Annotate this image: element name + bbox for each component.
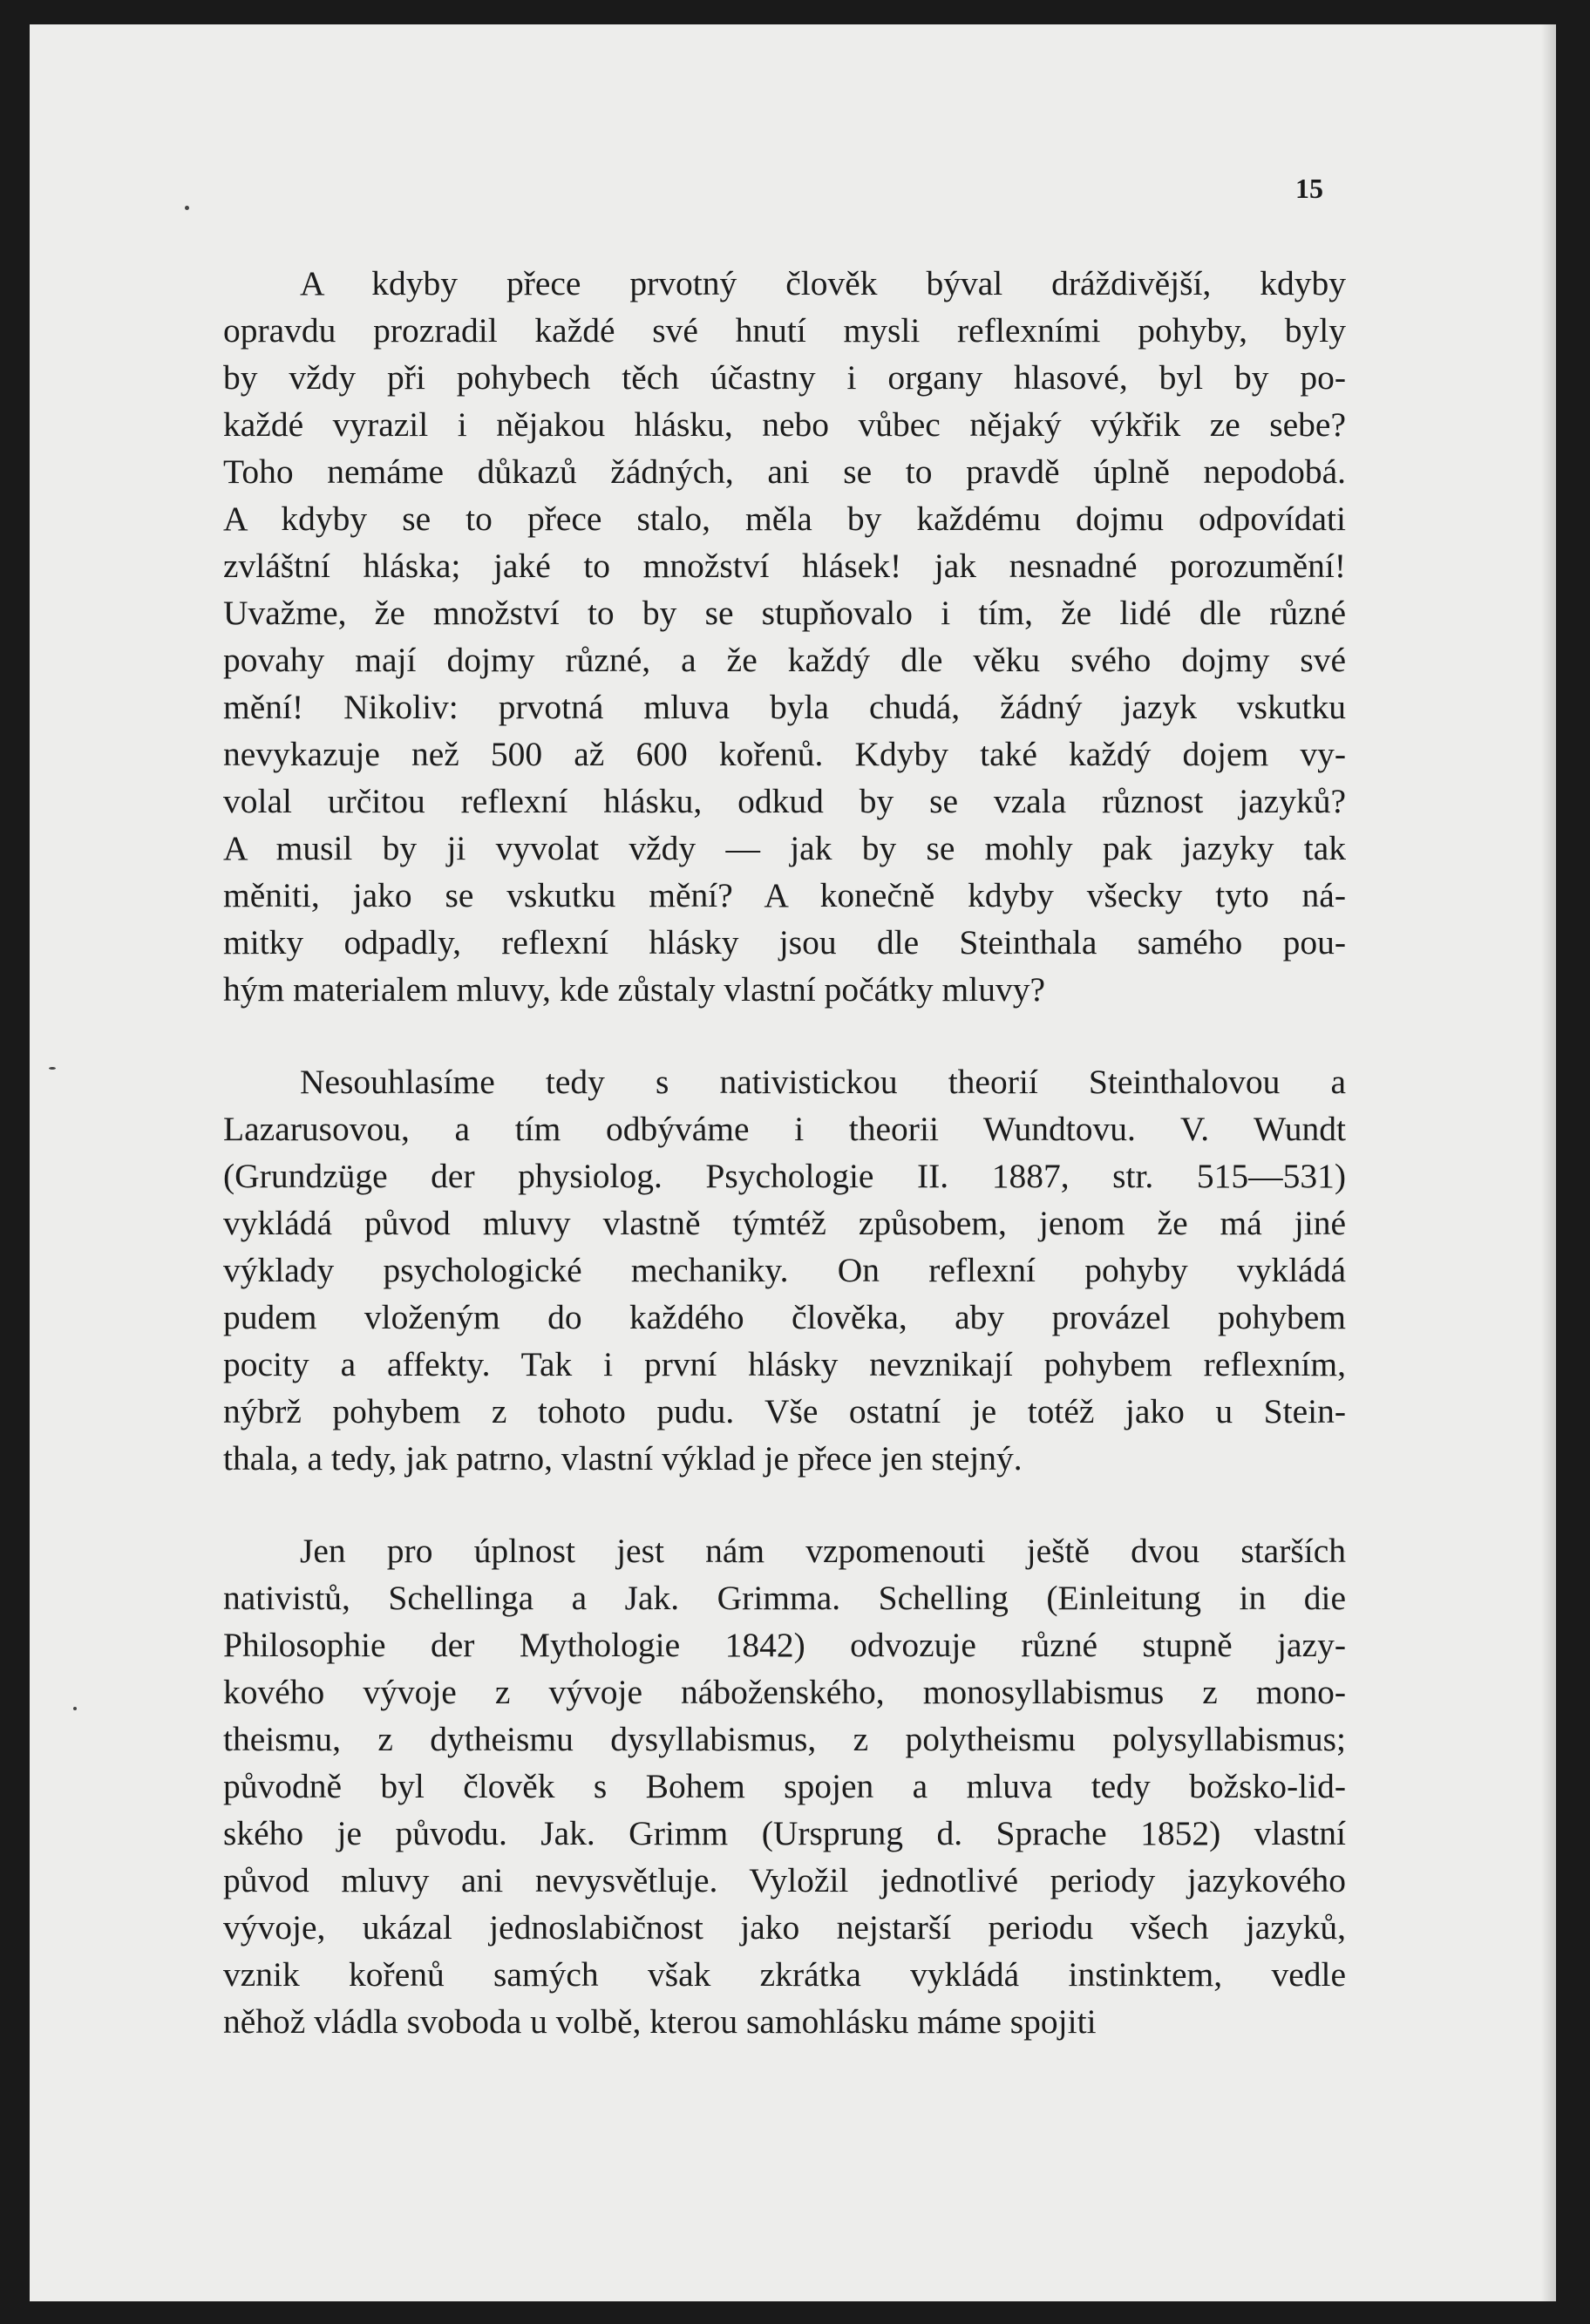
text-line: nevykazuje než 500 až 600 kořenů. Kdyby také každý dojem vy- [223,735,1346,773]
paragraph-gap [223,1482,1346,1527]
text-line: Philosophie der Mythologie 1842) odvozuje různé stupně jazy- [223,1626,1346,1664]
paragraph-3 [223,1527,1346,2045]
body-text [223,260,1346,2045]
book-page [30,24,1556,2301]
text-line: volal určitou reflexní hlásku, odkud by se vzala různost jazyků? [223,782,1346,820]
text-line: původně byl člověk s Bohem spojen a mluva tedy božsko-lid- [223,1767,1346,1805]
text-line: vznik kořenů samých však zkrátka vykládá instinktem, vedle [223,1955,1346,1994]
paragraph-gap [223,1013,1346,1058]
text-line: Uvažme, že množství to by se stupňovalo i tím, že lidé dle různé [223,594,1346,632]
text-line: hým materialem mluvy, kde zůstaly vlastní počátky mluvy? [223,970,1046,1009]
text-line: by vždy při pohybech těch účastny i organy hlasové, byl by po- [223,358,1346,397]
text-line: pocity a affekty. Tak i první hlásky nevznikají pohybem reflexním, [223,1345,1346,1383]
text-line: vývoje, ukázal jednoslabičnost jako nejstarší periodu všech jazyků, [223,1908,1346,1947]
page-edge-shadow [1541,24,1553,2301]
text-line: povahy mají dojmy různé, a že každý dle věku svého dojmy své [223,641,1346,679]
text-line: theismu, z dytheismu dysyllabismus, z polytheismu polysyllabismus; [223,1720,1346,1758]
text-line: Lazarusovou, a tím odbýváme i theorii Wundtovu. V. Wundt [223,1110,1346,1148]
text-line: pudem vloženým do každého člověka, aby provázel pohybem [223,1298,1346,1336]
text-line: Toho nemáme důkazů žádných, ani se to pravdě úplně nepodobá. [223,452,1346,491]
paragraph-1 [223,260,1346,1013]
text-line: Jen pro úplnost jest nám vzpomenouti ještě dvou starších [300,1532,1346,1570]
text-line: (Grundzüge der physiolog. Psychologie II. 1887, str. 515—531) [223,1157,1346,1195]
text-line: opravdu prozradil každé své hnutí mysli reflexními pohyby, byly [223,311,1346,350]
text-line: každé vyrazil i nějakou hlásku, nebo vůbec nějaký výkřik ze sebe? [223,405,1346,444]
text-line: mění! Nikoliv: prvotná mluva byla chudá, žádný jazyk vskutku [223,688,1346,726]
speck-mark [185,206,189,210]
text-line: kového vývoje z vývoje náboženského, monosyllabismus z mono- [223,1673,1346,1711]
text-line: měniti, jako se vskutku mění? A konečně kdyby všecky tyto ná- [223,876,1346,914]
text-line: A musil by ji vyvolat vždy — jak by se mohly pak jazyky tak [223,829,1346,867]
speck-mark [73,1707,77,1710]
text-line: výklady psychologické mechaniky. On reflexní pohyby vykládá [223,1251,1346,1289]
text-line: nativistů, Schellinga a Jak. Grimma. Schelling (Einleitung in die [223,1579,1346,1617]
text-line: thala, a tedy, jak patrno, vlastní výklad je přece jen stejný. [223,1439,1023,1478]
page-number: 15 [1295,173,1323,204]
speck-mark [49,1067,56,1070]
text-line: nýbrž pohybem z tohoto pudu. Vše ostatní je totéž jako u Stein- [223,1392,1346,1430]
text-line: ského je původu. Jak. Grimm (Ursprung d. Sprache 1852) vlastní [223,1814,1346,1852]
text-line: mitky odpadly, reflexní hlásky jsou dle Steinthala samého pou- [223,923,1346,962]
text-line: Nesouhlasíme tedy s nativistickou theorií Steinthalovou a [300,1063,1346,1101]
text-line: zvláštní hláska; jaké to množství hlásek! jak nesnadné porozumění! [223,547,1346,585]
text-line: A kdyby se to přece stalo, měla by každému dojmu odpovídati [223,499,1346,538]
text-line: původ mluvy ani nevysvětluje. Vyložil jednotlivé periody jazykového [223,1861,1346,1899]
paragraph-2 [223,1058,1346,1482]
text-line: něhož vládla svoboda u volbě, kterou samohlásku máme spojiti [223,2002,1097,2041]
text-line: vykládá původ mluvy vlastně týmtéž způsobem, jenom že má jiné [223,1204,1346,1242]
text-line: A kdyby přece prvotný člověk býval dráždivější, kdyby [300,264,1346,302]
